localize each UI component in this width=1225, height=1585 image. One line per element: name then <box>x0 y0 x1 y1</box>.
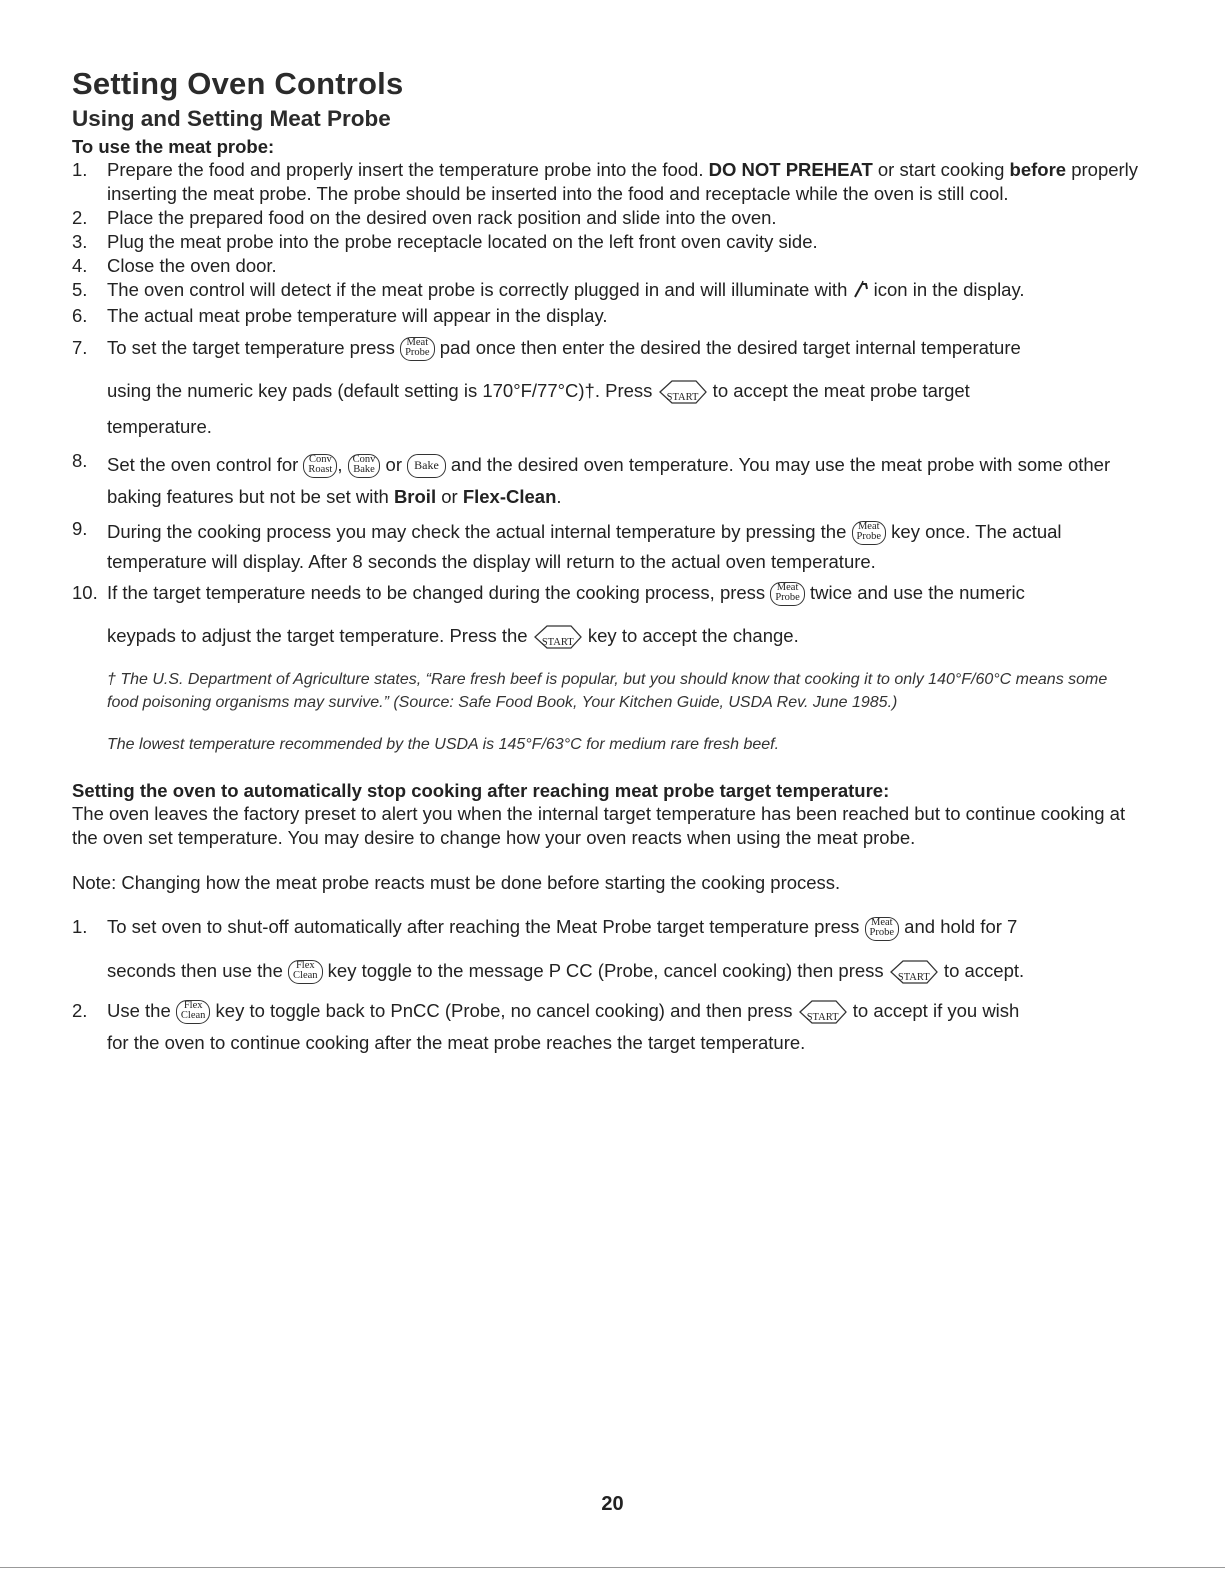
step-text: key to accept the change. <box>582 625 799 647</box>
step-text: . <box>556 486 562 508</box>
section-title: Using and Setting Meat Probe <box>72 106 391 131</box>
step-number: 1. <box>72 916 88 938</box>
step-text: or <box>380 454 408 476</box>
flex-clean-text: Flex-Clean <box>462 486 557 508</box>
use-probe-heading: To use the meat probe: <box>72 136 275 157</box>
step-number: 6. <box>72 305 88 326</box>
step-text: twice and use the numeric <box>804 582 1025 604</box>
step-2 <box>72 206 1142 230</box>
flex-clean-key-icon: Flex Clean <box>288 960 323 984</box>
step-number: 8. <box>72 450 88 472</box>
start-key-icon: START <box>533 624 583 650</box>
step-7 <box>72 336 1142 439</box>
step-number: 5. <box>72 279 88 300</box>
broil-text: Broil <box>393 486 437 508</box>
step-text: To set oven to shut-off automatically after reaching the Meat Probe target temperature press <box>107 916 865 938</box>
step-number: 3. <box>72 231 88 252</box>
auto-stop-note: Note: Changing how the meat probe reacts must be done before starting the cooking process. <box>72 872 841 894</box>
step-text: key to toggle back to PnCC (Probe, no cancel cooking) and then press <box>210 999 798 1021</box>
step-3 <box>72 230 1142 254</box>
auto-step-2 <box>72 999 1142 1055</box>
meat-probe-key-icon: Meat Probe <box>865 917 900 941</box>
usda-footnote: † The U.S. Department of Agriculture states, “Rare fresh beef is popular, but you should know that cooking it to only 140°F/60°C means some food poisoning organisms may survive.” (Source: Safe Food Book, Your Kitchen Guide, USDA Rev. June 1985.) <box>107 671 1108 712</box>
auto-stop-heading: Setting the oven to automatically stop cooking after reaching meat probe target temperature: <box>72 780 890 802</box>
step-text: During the cooking process you may check the actual internal temperature by pressing the <box>107 521 852 543</box>
step-text: If the target temperature needs to be changed during the cooking process, press <box>107 582 771 604</box>
step-text: The oven control will detect if the meat probe is correctly plugged in and will illuminate with <box>107 279 853 300</box>
step-number: 1. <box>72 159 88 180</box>
auto-stop-steps-list <box>72 915 1142 1054</box>
step-text: to accept the meat probe target <box>707 380 970 402</box>
step-10 <box>72 581 1142 650</box>
step-text: or <box>436 486 463 508</box>
step-text: pad once then enter the desired the desired target internal temperature <box>434 337 1021 358</box>
step-text: using the numeric key pads (default setting is 170°F/77°C)†. Press <box>107 380 658 402</box>
step-4 <box>72 254 1142 278</box>
step-text: The actual meat probe temperature will appear in the display. <box>107 305 608 326</box>
step-text: Prepare the food and properly insert the temperature probe into the food. <box>107 159 709 180</box>
meat-probe-key-icon: Meat Probe <box>400 337 435 361</box>
bake-key-icon: Bake <box>407 454 446 478</box>
probe-icon <box>853 280 869 304</box>
step-text: seconds then use the <box>107 959 289 981</box>
step-number: 7. <box>72 337 88 358</box>
step-text: keypads to adjust the target temperature. Press the <box>107 625 533 647</box>
step-text: to accept if you wish <box>847 999 1020 1021</box>
step-number: 10. <box>72 582 98 604</box>
usda-recommendation: The lowest temperature recommended by the USDA is 145°F/63°C for medium rare fresh beef. <box>107 736 780 754</box>
step-text: for the oven to continue cooking after the meat probe reaches the target temperature. <box>107 1031 806 1053</box>
step-number: 2. <box>72 999 88 1021</box>
step-text: or start cooking <box>872 159 1010 180</box>
meat-probe-key-icon: Meat Probe <box>770 582 805 606</box>
step-text: , <box>337 454 348 476</box>
step-text: and hold for 7 <box>899 916 1018 938</box>
start-key-icon: START <box>889 959 939 985</box>
step-9 <box>72 517 1142 577</box>
step-text: Use the <box>107 999 176 1021</box>
warning-text: DO NOT PREHEAT <box>708 159 873 180</box>
step-5 <box>72 278 1142 304</box>
step-text: Place the prepared food on the desired oven rack position and slide into the oven. <box>107 207 777 228</box>
flex-clean-key-icon: Flex Clean <box>176 1000 211 1024</box>
step-text: To set the target temperature press <box>107 337 401 358</box>
step-text: icon in the display. <box>868 279 1025 300</box>
step-text: to accept. <box>938 959 1025 981</box>
step-text: key toggle to the message P CC (Probe, cancel cooking) then press <box>322 959 889 981</box>
step-text: key once. The actual temperature will display. After 8 seconds the display will return to the actual oven temperature. <box>107 521 1062 573</box>
step-number: 9. <box>72 518 88 540</box>
step-1 <box>72 158 1142 206</box>
step-text: Plug the meat probe into the probe receptacle located on the left front oven cavity side. <box>107 231 818 252</box>
page-number: 20 <box>601 1493 624 1515</box>
step-number: 2. <box>72 207 88 228</box>
step-text: properly inserting the meat probe. The probe should be inserted into the food and receptacle while the oven is still cool. <box>107 159 1139 204</box>
page-title: Setting Oven Controls <box>72 66 404 101</box>
step-text: Close the oven door. <box>107 255 277 276</box>
start-key-icon: START <box>798 999 848 1025</box>
meat-probe-key-icon: Meat Probe <box>852 521 887 545</box>
conv-roast-key-icon: Conv Roast <box>303 454 337 478</box>
step-number: 4. <box>72 255 88 276</box>
step-8 <box>72 449 1142 513</box>
step-text: temperature. <box>107 416 212 438</box>
step-text: and the desired oven temperature. You may use the meat probe with some other baking features but not be set with <box>107 454 1111 508</box>
auto-stop-paragraph: The oven leaves the factory preset to alert you when the internal target temperature has been reached but to continue cooking at the oven set temperature. You may desire to change how your oven reacts when using the meat probe. <box>72 803 1126 849</box>
step-text: Set the oven control for <box>107 454 304 476</box>
bottom-divider <box>0 1567 1225 1568</box>
manual-page <box>72 66 1142 1059</box>
step-6 <box>72 304 1142 328</box>
auto-step-1 <box>72 915 1142 984</box>
start-key-icon: START <box>658 379 708 405</box>
emphasis-text: before <box>1009 159 1067 180</box>
probe-steps-list <box>72 158 1142 650</box>
conv-bake-key-icon: Conv Bake <box>348 454 381 478</box>
